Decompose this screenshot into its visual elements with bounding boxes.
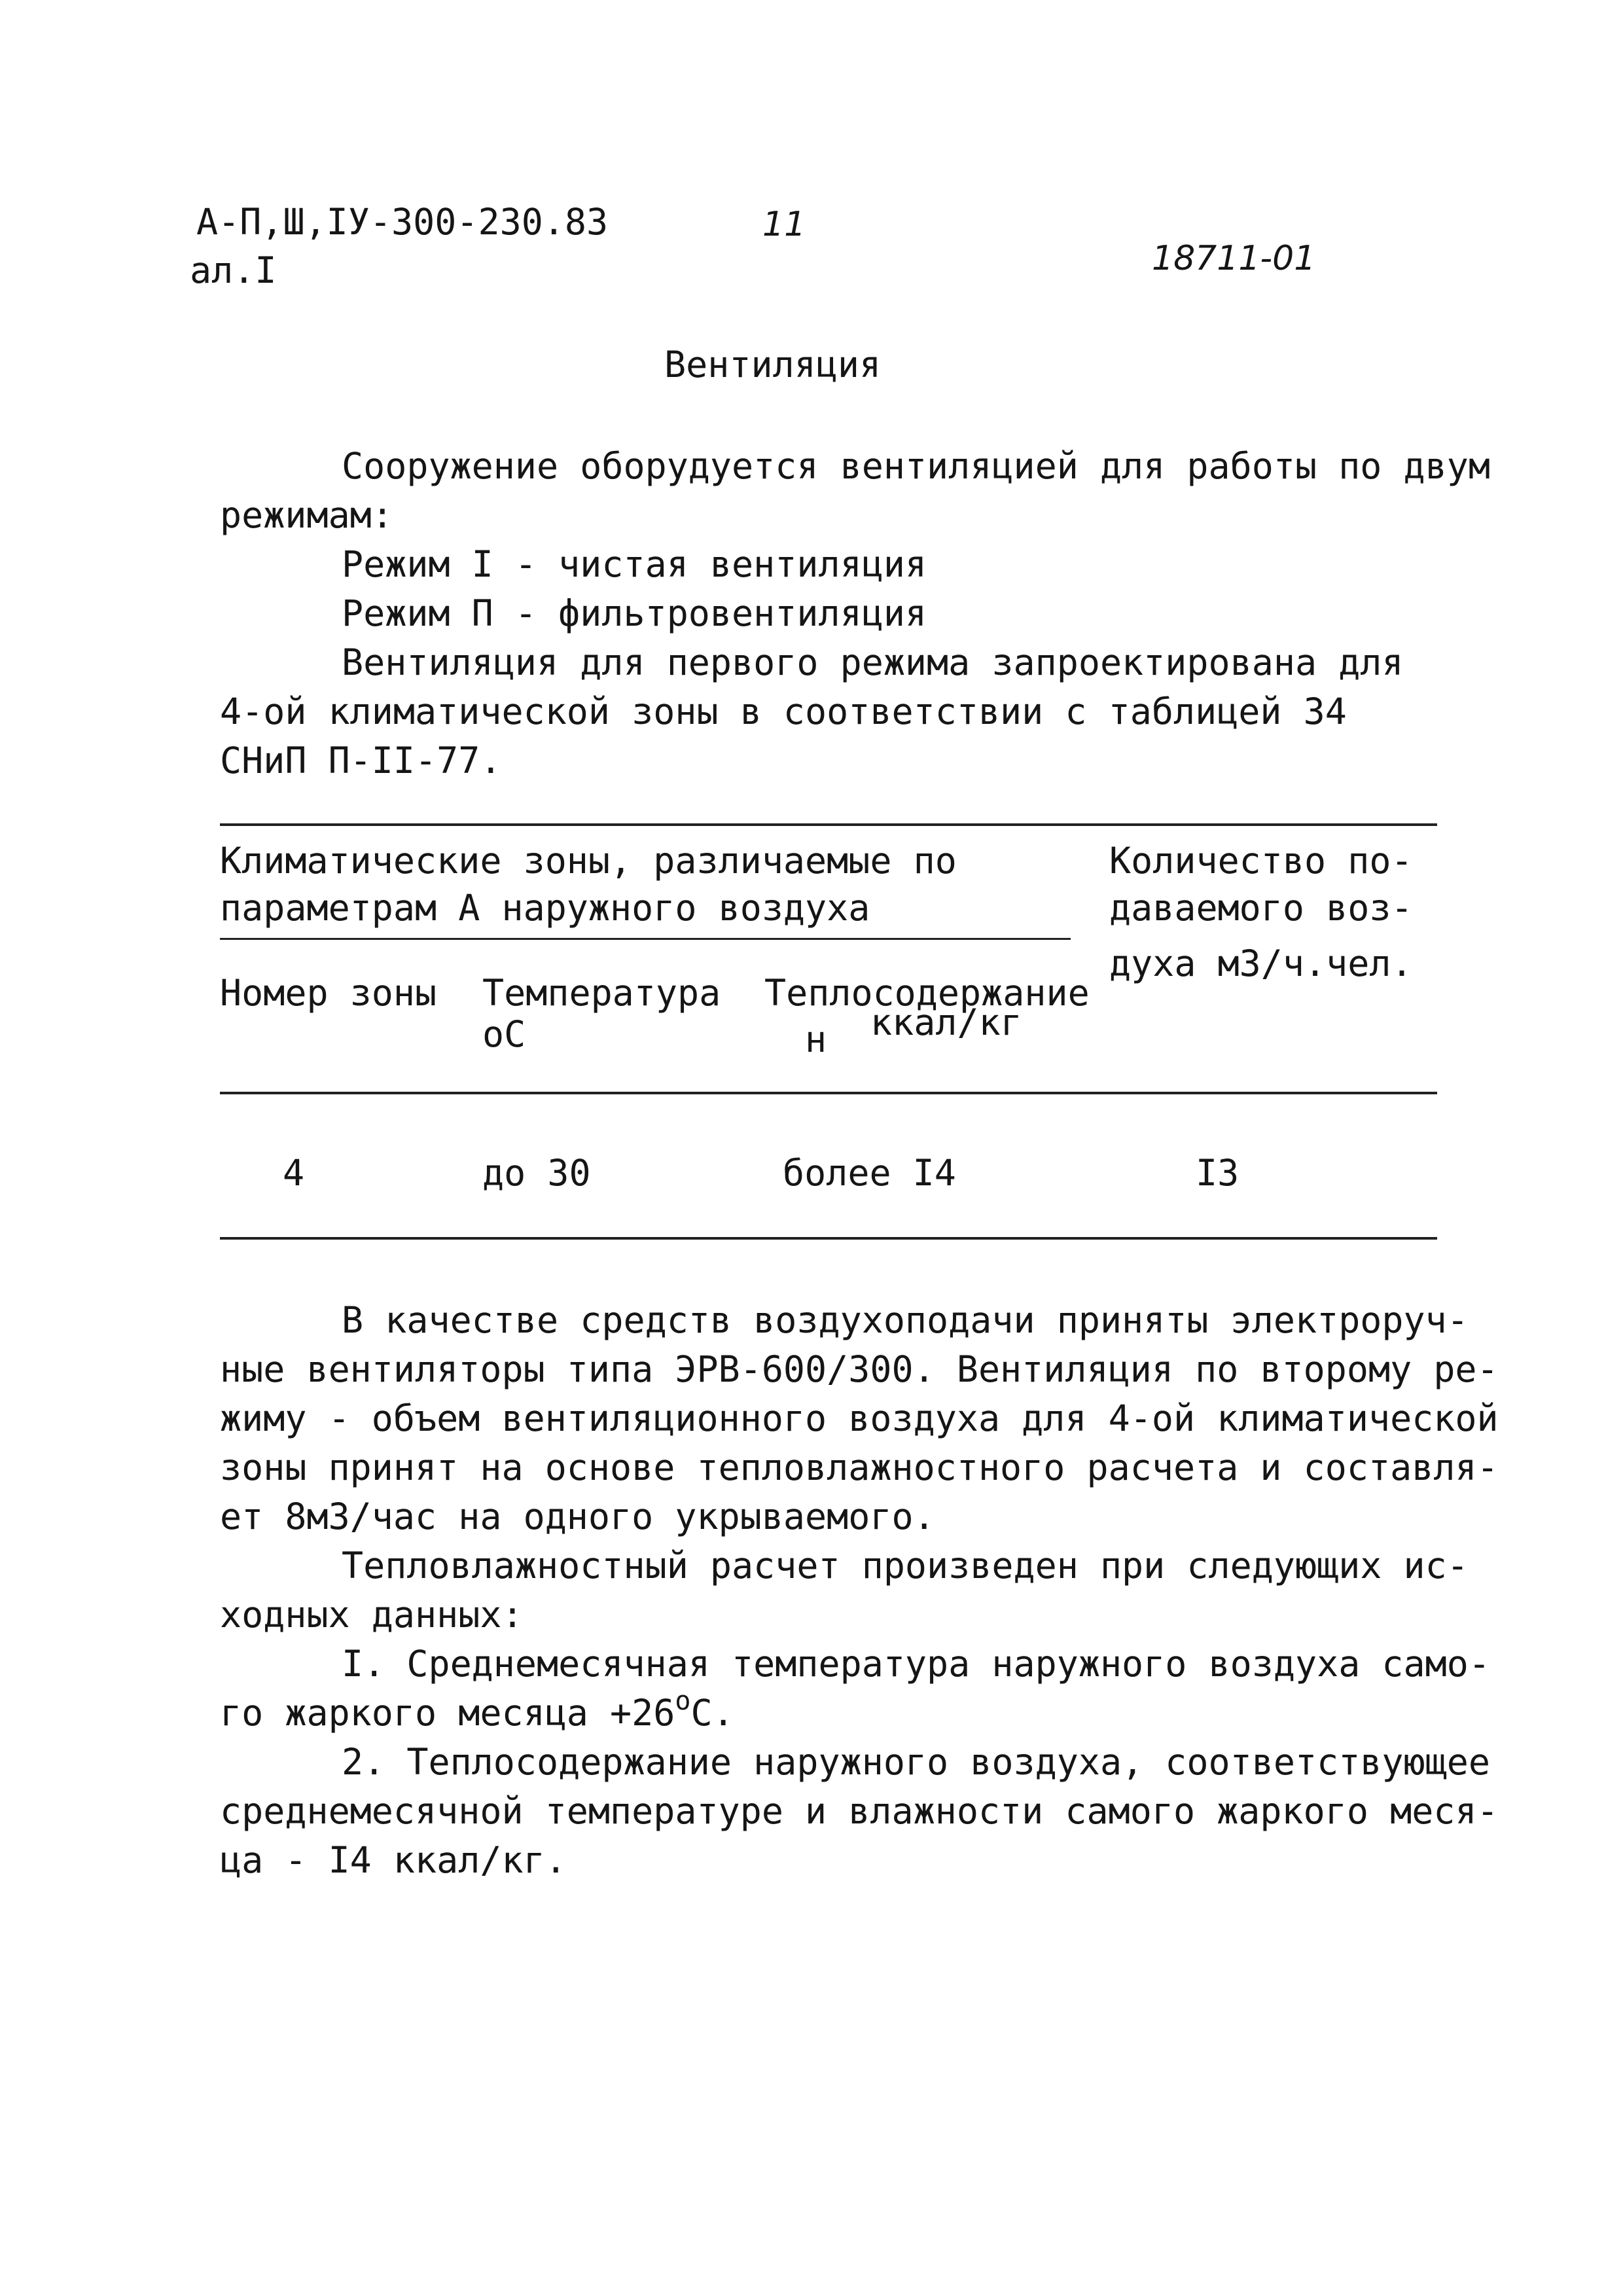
body-line: жиму - объем вентиляционного воздуха для 4-ой климатической [220, 1397, 1499, 1439]
col-heat-unit: ккал/кг [870, 1001, 1022, 1043]
document-album: ал.I [190, 249, 277, 291]
intro-line: СНиП П-II-77. [220, 740, 502, 781]
col-temp-unit: oC [482, 1013, 526, 1055]
mode-2: Режим П - фильтровентиляция [342, 592, 927, 634]
table-header-rule [220, 1092, 1437, 1094]
mode-1: Режим I - чистая вентиляция [342, 543, 927, 585]
col-heat-subscript: н [805, 1018, 827, 1060]
table-bottom-rule [220, 1237, 1437, 1240]
list-item-text: го жаркого месяца +26 [220, 1692, 675, 1734]
cell-quantity: I3 [1196, 1152, 1240, 1194]
cell-heat: более I4 [783, 1152, 956, 1194]
table-quantity-header: духа м3/ч.чел. [1109, 942, 1413, 984]
body-line: Тепловлажностный расчет произведен при следующих ис- [342, 1545, 1469, 1587]
table-subheader-rule [220, 938, 1071, 940]
body-line: ные вентиляторы типа ЭРВ-600/300. Вентиляция по второму ре- [220, 1348, 1499, 1390]
table-group-header: параметрам А наружного воздуха [220, 887, 870, 929]
list-item-continued [220, 1686, 734, 1734]
body-line: ет 8м3/час на одного укрываемого. [220, 1496, 935, 1537]
body-line: зоны принят на основе тепловлажностного расчета и составля- [220, 1446, 1499, 1488]
table-quantity-header: Количество по- [1109, 840, 1413, 882]
list-item: I. Среднемесячная температура наружного воздуха само- [342, 1643, 1490, 1685]
body-line: В качестве средств воздухоподачи приняты электроруч- [342, 1299, 1469, 1341]
intro-line: Сооружение оборудуется вентиляцией для работы по двум [342, 445, 1490, 487]
list-item: 2. Теплосодержание наружного воздуха, соответствующее [342, 1741, 1490, 1783]
degree-sign: о [675, 1686, 691, 1716]
intro-line: режимам: [220, 494, 393, 536]
col-heat-header: Теплосодержание [764, 972, 1090, 1014]
list-item-continued: ца - I4 ккал/кг. [220, 1839, 567, 1881]
sheet-number: 18711-01 [1152, 239, 1316, 278]
document-code: А-П,Ш,IУ-300-230.83 [196, 201, 609, 243]
cell-zone: 4 [283, 1152, 305, 1194]
list-item-continued: среднемесячной температуре и влажности самого жаркого меся- [220, 1790, 1499, 1832]
page-title: Вентиляция [664, 344, 882, 386]
cell-temp: до 30 [482, 1152, 591, 1194]
list-item-text: С. [690, 1692, 734, 1734]
page-number: 11 [762, 205, 806, 244]
table-quantity-header: даваемого воз- [1109, 887, 1413, 929]
body-line: ходных данных: [220, 1594, 524, 1636]
col-temp-header: Температура [482, 972, 721, 1014]
intro-line: 4-ой климатической зоны в соответствии с таблицей 34 [220, 691, 1347, 732]
intro-line: Вентиляция для первого режима запроектирована для [342, 641, 1404, 683]
table-top-rule [220, 823, 1437, 826]
col-zone-header: Номер зоны [220, 972, 437, 1014]
table-group-header: Климатические зоны, различаемые по [220, 840, 957, 882]
